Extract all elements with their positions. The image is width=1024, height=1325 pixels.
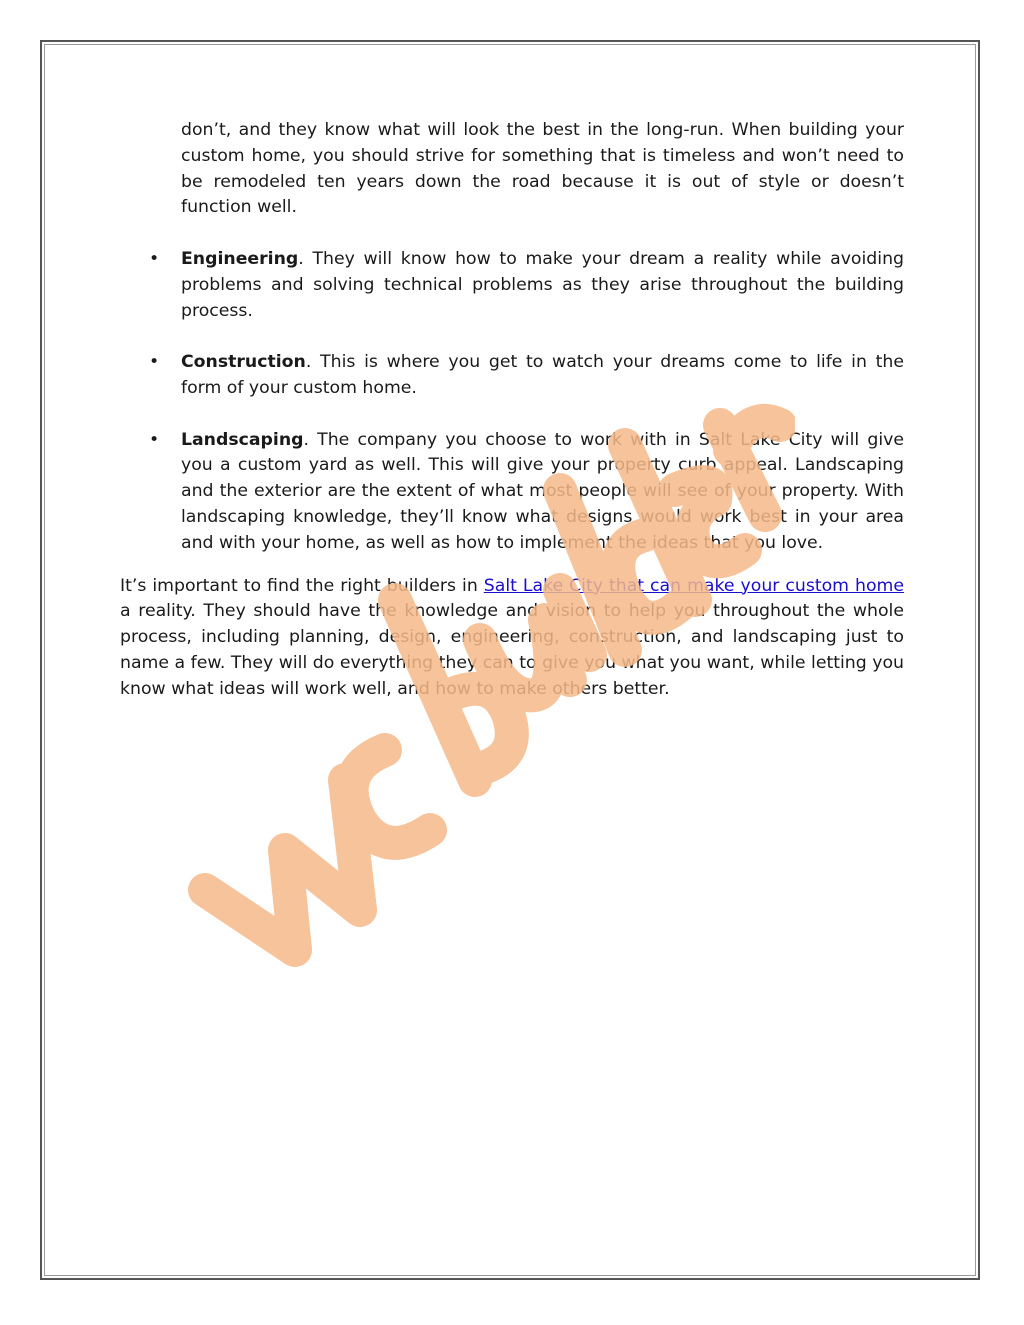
list-item-engineering [120, 247, 904, 324]
services-list [120, 247, 904, 557]
bullet-icon: • [149, 248, 160, 269]
bullet-text: . The company you choose to work with in Salt Lake City will give you a custom yard as well. This will give your property curb appeal. Landscaping and the exterior are the extent of what most people will see of your property. With landscaping knowledge, they’ll know what designs would work best in your area and with your home, as well as how to implement the ideas that you love. [181, 429, 904, 553]
list-item-landscaping [120, 428, 904, 557]
closing-text-start: It’s important to find the right builders in [120, 575, 484, 596]
document-body [120, 118, 904, 703]
bullet-term: Landscaping [181, 429, 304, 450]
intro-continuation: don’t, and they know what will look the best in the long-run. When building your custom home, you should strive for something that is timeless and won’t need to be remodeled ten years down the road because it is out of style or doesn’t function well. [181, 120, 904, 218]
bullet-text: . This is where you get to watch your dreams come to life in the form of your custom home. [181, 352, 904, 398]
bullet-icon: • [149, 429, 160, 450]
bullet-text: . They will know how to make your dream a reality while avoiding problems and solving technical problems as they arise throughout the building process. [181, 248, 904, 321]
salt-lake-city-link[interactable]: Salt Lake City that can make your custom home [483, 575, 904, 596]
bullet-term: Construction [181, 352, 306, 373]
bullet-term: Engineering [181, 248, 299, 269]
list-item-construction [120, 350, 904, 402]
closing-text-end: a reality. They should have the knowledge and vision to help you throughout the whole process, including planning, design, engineering, construction, and landscaping just to name a few. They will do everything they can to give you what you want, while letting you know what ideas will work well, and how to make others better. [120, 601, 904, 699]
bullet-icon: • [149, 352, 160, 373]
closing-paragraph [120, 574, 904, 703]
